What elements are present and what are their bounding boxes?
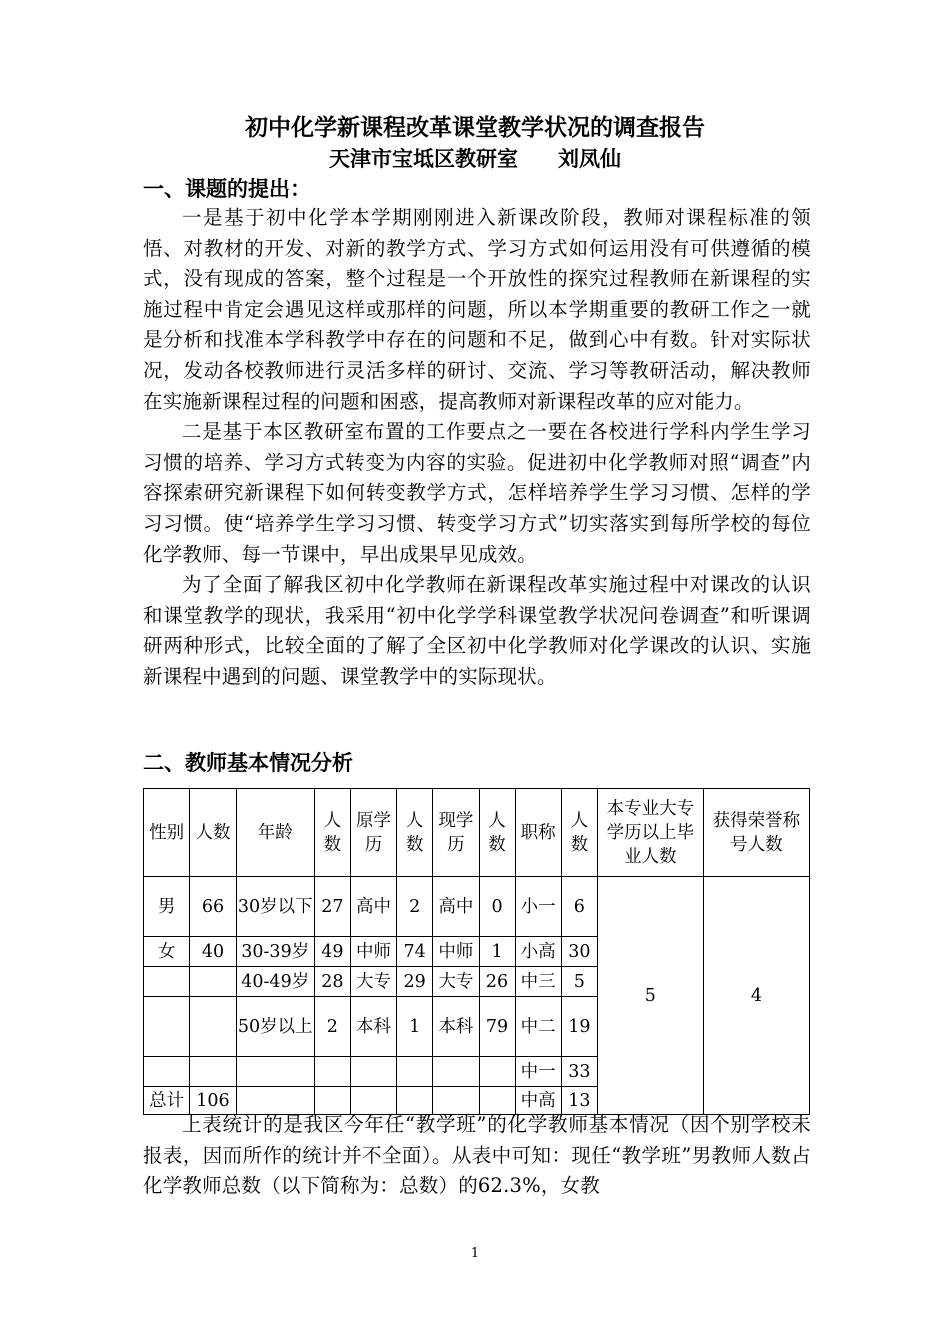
- table-cell: 29: [397, 967, 433, 997]
- table-cell: 总计: [144, 1087, 190, 1115]
- document-title: 初中化学新课程改革课堂教学状况的调查报告: [245, 114, 705, 141]
- table-cell: 中三: [515, 967, 561, 997]
- table-cell: 小高: [515, 937, 561, 967]
- table-cell: 74: [397, 937, 433, 967]
- table-cell: [397, 1057, 433, 1087]
- teacher-stats-table: [143, 788, 810, 1115]
- table-cell: 49: [314, 937, 350, 967]
- table-cell: 中一: [515, 1057, 561, 1087]
- header-cell: 年龄: [236, 789, 314, 877]
- table-cell: 106: [190, 1087, 236, 1115]
- table-cell: [190, 967, 236, 997]
- table-header-row: [144, 789, 810, 877]
- header-cell: 人数: [479, 789, 515, 877]
- section-heading-1: 一、课题的提出：: [143, 176, 311, 201]
- table-cell: 66: [190, 877, 236, 937]
- header-cell: 现学历: [433, 789, 479, 877]
- table-cell: 13: [561, 1087, 597, 1115]
- table-cell: [144, 967, 190, 997]
- table-cell: 28: [314, 967, 350, 997]
- table-cell: 2: [397, 877, 433, 937]
- section1-body: [143, 203, 811, 693]
- table-cell: 大专: [350, 967, 396, 997]
- table-cell: 小一: [515, 877, 561, 937]
- table-cell: 5: [561, 967, 597, 997]
- header-cell: 人数: [314, 789, 350, 877]
- table-cell: [350, 1057, 396, 1087]
- table-cell: 中师: [350, 937, 396, 967]
- paragraph: 上表统计的是我区今年任“教学班”的化学教师基本情况（因个别学校未报表，因而所作的统计并不全面）。从表中可知：现任“教学班”男教师人数占化学教师总数（以下简称为：总数）的62.3%，女教: [143, 1113, 811, 1198]
- table-cell: [144, 997, 190, 1057]
- table-cell: 30: [561, 937, 597, 967]
- table-cell: 中二: [515, 997, 561, 1057]
- table-cell: 高中: [350, 877, 396, 937]
- table-cell: [314, 1057, 350, 1087]
- header-cell: 本专业大专学历以上毕业人数: [597, 789, 703, 877]
- author-line: [0, 145, 950, 173]
- table-cell: 6: [561, 877, 597, 937]
- table-cell: 本科: [433, 997, 479, 1057]
- table-cell: 40-49岁: [236, 967, 314, 997]
- author-unit: 天津市宝坻区教研室: [329, 146, 518, 171]
- table-cell: 1: [479, 937, 515, 967]
- table-cell: 女: [144, 937, 190, 967]
- table-cell: [144, 1057, 190, 1087]
- header-cell: 职称: [515, 789, 561, 877]
- table-cell: [236, 1057, 314, 1087]
- table-cell: 79: [479, 997, 515, 1057]
- table-cell: 1: [397, 997, 433, 1057]
- major-grad-count-cell: 5: [597, 877, 703, 1115]
- table-cell: 30岁以下: [236, 877, 314, 937]
- header-cell: 人数: [397, 789, 433, 877]
- table-cell: [190, 997, 236, 1057]
- analysis-body: [143, 1110, 811, 1202]
- table-cell: 50岁以上: [236, 997, 314, 1057]
- table-cell: 中高: [515, 1087, 561, 1115]
- table-cell: 19: [561, 997, 597, 1057]
- table-cell: [190, 1057, 236, 1087]
- author-name: 刘凤仙: [558, 146, 621, 171]
- header-cell: 性别: [144, 789, 190, 877]
- table-cell: 27: [314, 877, 350, 937]
- header-cell: 人数: [190, 789, 236, 877]
- table-cell: 2: [314, 997, 350, 1057]
- table-cell: [479, 1057, 515, 1087]
- table-cell: 男: [144, 877, 190, 937]
- table-cell: [433, 1057, 479, 1087]
- header-cell: 人数: [561, 789, 597, 877]
- section-heading-2: 二、教师基本情况分析: [143, 750, 353, 775]
- paragraph: 为了全面了解我区初中化学教师在新课程改革实施过程中对课改的认识和课堂教学的现状，我采用“初中化学学科课堂教学状况问卷调查”和听课调研两种形式，比较全面的了解了全区初中化学教师对化学课改的认识、实施新课程中遇到的问题、课堂教学中的实际现状。: [143, 573, 811, 688]
- table-cell: 40: [190, 937, 236, 967]
- table-cell: 大专: [433, 967, 479, 997]
- table-cell: 0: [479, 877, 515, 937]
- table-cell: 33: [561, 1057, 597, 1087]
- honor-count-cell: 4: [703, 877, 809, 1115]
- table-cell: 本科: [350, 997, 396, 1057]
- header-cell: 获得荣誉称号人数: [703, 789, 809, 877]
- header-cell: 原学历: [350, 789, 396, 877]
- table-cell: 30-39岁: [236, 937, 314, 967]
- table-row: [144, 877, 810, 937]
- table-cell: 高中: [433, 877, 479, 937]
- page-number: 1: [470, 1246, 480, 1261]
- paragraph: 二是基于本区教研室布置的工作要点之一要在各校进行学科内学生学习习惯的培养、学习方式转变为内容的实验。促进初中化学教师对照“调查”内容探索研究新课程下如何转变教学方式，怎样培养学生学习习惯、怎样的学习习惯。使“培养学生学习习惯、转变学习方式”切实落实到每所学校的每位化学教师、每一节课中，早出成果早见成效。: [143, 420, 811, 566]
- table-cell: 中师: [433, 937, 479, 967]
- table-cell: 26: [479, 967, 515, 997]
- paragraph: 一是基于初中化学本学期刚刚进入新课改阶段，教师对课程标准的领悟、对教材的开发、对新的教学方式、学习方式如何运用没有可供遵循的模式，没有现成的答案，整个过程是一个开放性的探究过程教师在新课程的实施过程中肯定会遇见这样或那样的问题，所以本学期重要的教研工作之一就是分析和找准本学科教学中存在的问题和不足，做到心中有数。针对实际状况，发动各校教师进行灵活多样的研讨、交流、学习等教研活动，解决教师在实施新课程过程的问题和困惑，提高教师对新课程改革的应对能力。: [143, 206, 811, 413]
